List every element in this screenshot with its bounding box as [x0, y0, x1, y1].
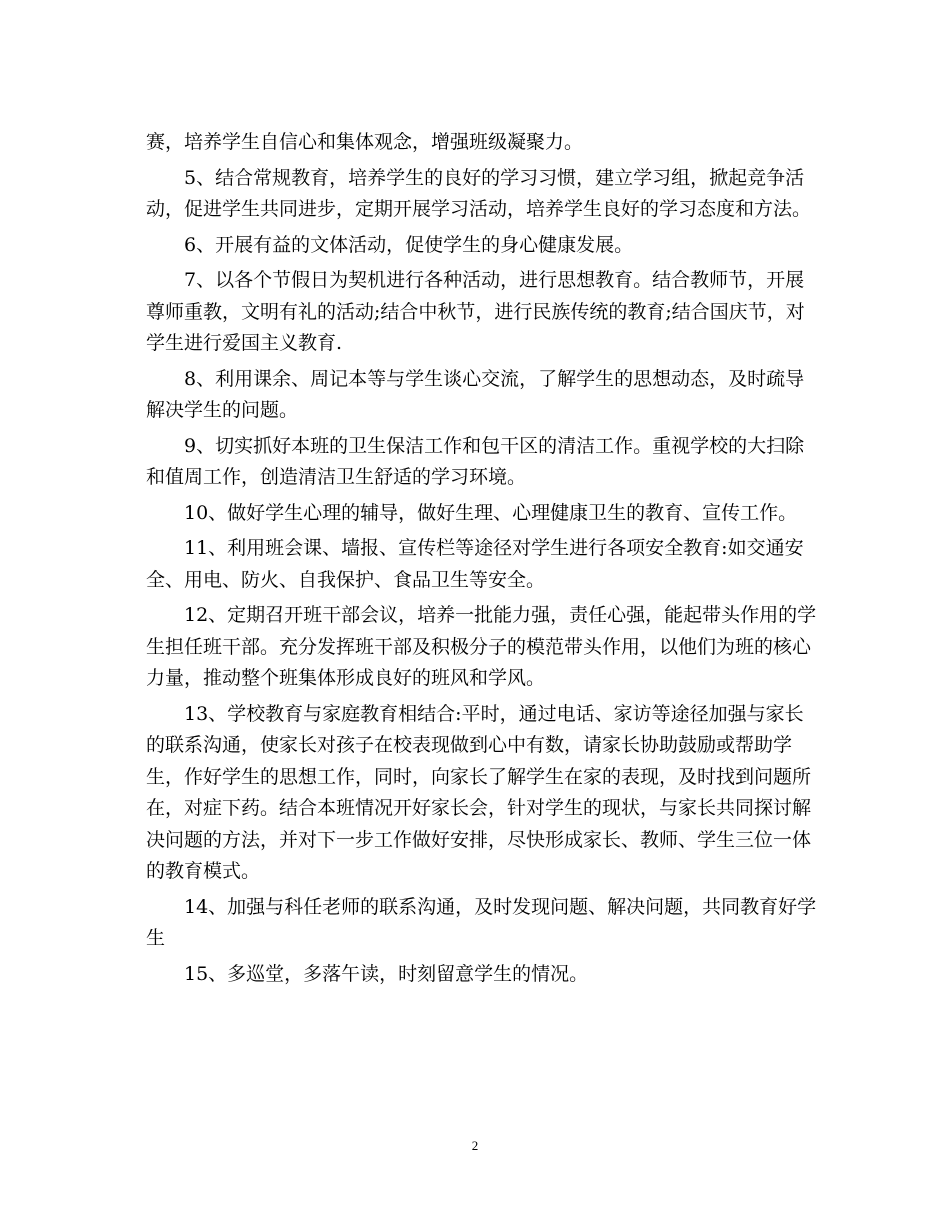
text-line: 生担任班干部。充分发挥班干部及积极分子的模范带头作用，以他们为班的核心: [146, 635, 812, 658]
page-number: 2: [471, 1138, 479, 1153]
text-line: 的联系沟通，使家长对孩子在校表现做到心中有数，请家长协助鼓励或帮助学: [146, 734, 793, 756]
paragraph: [146, 431, 806, 494]
paragraph: [146, 230, 806, 262]
paragraph: [146, 265, 806, 360]
text-line: 10、做好学生心理的辅导，做好生理、心理健康卫生的教育、宣传工作。: [146, 501, 798, 524]
paragraph: [146, 892, 817, 955]
paragraph: [146, 533, 806, 596]
text-line: 动，促进学生共同进步，定期开展学习活动，培养学生良好的学习态度和方法。: [146, 198, 812, 220]
paragraph: [146, 127, 806, 159]
text-line: 力量，推动整个班集体形成良好的班风和学风。: [146, 667, 546, 689]
text-line: 决问题的方法，并对下一步工作做好安排，尽快形成家长、教师、学生三位一体: [146, 828, 812, 851]
text-line: 和值周工作，创造清洁卫生舒适的学习环境。: [146, 466, 527, 488]
document-body: [146, 127, 817, 990]
paragraph: [146, 600, 817, 695]
text-line: 在，对症下药。结合本班情况开好家长会，针对学生的现状，与家长共同探讨解: [146, 797, 812, 819]
text-line: 的教育模式。: [146, 860, 261, 882]
paragraph: [146, 364, 806, 427]
text-line: 12、定期召开班干部会议，培养一批能力强，责任心强，能起带头作用的学: [146, 604, 817, 626]
paragraph: [146, 498, 806, 530]
text-line: 赛，培养学生自信心和集体观念，增强班级凝聚力。: [146, 131, 584, 153]
text-line: 11、利用班会课、墙报、宣传栏等途径对学生进行各项安全教育:如交通安: [146, 537, 804, 559]
text-line: 13、学校教育与家庭教育相结合:平时，通过电话、家访等途径加强与家长: [146, 702, 804, 725]
text-line: 7、以各个节假日为契机进行各种活动，进行思想教育。结合教师节，开展: [146, 269, 805, 291]
text-line: 5、结合常规教育，培养学生的良好的学习习惯，建立学习组，掀起竞争活: [146, 166, 805, 189]
paragraph: [146, 959, 806, 991]
paragraph: [146, 699, 812, 888]
text-line: 解决学生的问题。: [146, 399, 299, 421]
text-line: 尊师重教，文明有礼的活动;结合中秋节，进行民族传统的教育;结合国庆节，对: [146, 300, 805, 323]
text-line: 6、开展有益的文体活动，促使学生的身心健康发展。: [146, 233, 634, 256]
text-line: 生，作好学生的思想工作，同时，向家长了解学生在家的表现，及时找到问题所: [146, 765, 812, 788]
text-line: 15、多巡堂，多落午读，时刻留意学生的情况。: [146, 962, 589, 985]
text-line: 学生进行爱国主义教育.: [146, 332, 343, 354]
text-line: 14、加强与科任老师的联系沟通，及时发现问题、解决问题，共同教育好学: [146, 895, 817, 918]
text-line: 8、利用课余、周记本等与学生谈心交流，了解学生的思想动态，及时疏导: [146, 367, 805, 390]
paragraph: [146, 163, 812, 226]
text-line: 全、用电、防火、自我保护、食品卫生等安全。: [146, 568, 546, 591]
text-line: 生: [146, 927, 166, 949]
text-line: 9、切实抓好本班的卫生保洁工作和包干区的清洁工作。重视学校的大扫除: [146, 434, 805, 457]
